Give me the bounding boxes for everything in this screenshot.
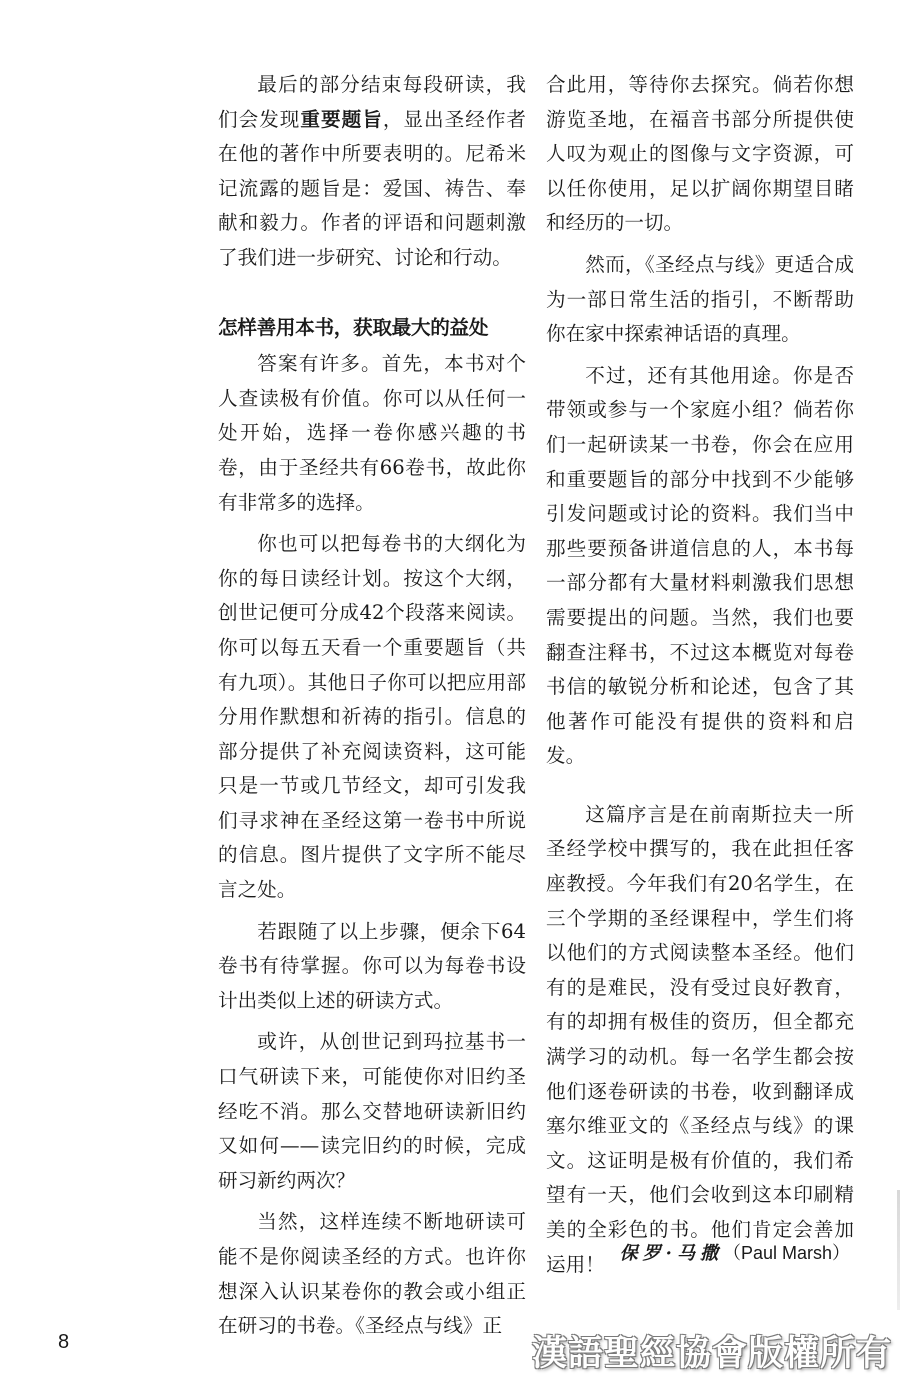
paragraph-daily-guide: 然而，《圣经点与线》更适合成为一部日常生活的指引，不断帮助你在家中探索神话语的真理。 [546, 252, 854, 346]
paragraph-daily-plan: 你也可以把每卷书的大纲化为你的每日读经计划。按这个大纲，创世记便可分成42个段落来阅读。你可以每五天看一个重要题旨（共有九项）。其他日子你可以把应用部分用作默想和祈祷的指引。信息的部分提供了补充阅读资料，这可能只是一节或几节经文，却可引发我们寻求神在圣经这第一卷书中所说的信息。图片提供了文字所不能尽言之处。 [218, 532, 526, 902]
key-themes-term: 重要题旨 [300, 107, 383, 131]
left-column [218, 68, 526, 1344]
paragraph-remaining-books: 若跟随了以上步骤，便余下64卷书有待掌握。你可以为每卷书设计出类似上述的研读方式。 [218, 919, 526, 1012]
paragraph-continued: 合此用，等待你去探究。倘若你想游览圣地，在福音书部分所提供使人叹为观止的图像与文字资源，可以任你使用，足以扩阔你期望目睹和经历的一切。 [546, 73, 854, 235]
paragraph-alternate-testaments: 或许，从创世记到玛拉基书一口气研读下来，可能使你对旧约圣经吃不消。那么交替地研读新旧约又如何——读完旧约的时候，完成研习新约两次？ [218, 1030, 526, 1192]
paragraph-church-study: 当然，这样连续不断地研读可能不是你阅读圣经的方式。也许你想深入认识某卷你的教会或小组正在研习的书卷。《圣经点与线》正 [218, 1210, 526, 1338]
paragraph-preface-origin: 这篇序言是在前南斯拉夫一所圣经学校中撰写的，我在此担任客座教授。今年我们有20名学生，在三个学期的圣经课程中，学生们将以他们的方式阅读整本圣经。他们有的是难民，没有受过良好教育，有的却拥有极佳的资历，但全都充满学习的动机。每一名学生都会按他们逐卷研读的书卷，收到翻译成塞尔维亚文的《圣经点与线》的课文。这证明是极有价值的，我们希望有一天，他们会收到这本印刷精美的全彩色的书。他们肯定会善加运用！ [546, 802, 854, 1276]
author-signature [620, 1239, 850, 1265]
page-number: 8 [58, 1331, 70, 1353]
author-name: 保罗·马撒 [619, 1243, 723, 1264]
copyright-watermark: 漢語聖經協會版權所有 [531, 1334, 892, 1374]
section-heading: 怎样善用本书，获取最大的益处 [218, 315, 489, 339]
right-column [546, 68, 854, 1282]
intro-paragraph: 最后的部分结束每段研读，我们会发现重要题旨，显出圣经作者在他的著作中所要表明的。尼希米记流露的题旨是：爱国、祷告、奉献和毅力。作者的评语和问题刺激了我们进一步研究、讨论和行动。 [218, 73, 527, 269]
paragraph-other-uses: 不过，还有其他用途。你是否带领或参与一个家庭小组？倘若你们一起研读某一书卷，你会在应用和重要题旨的部分中找到不少能够引发问题或讨论的资料。我们当中那些要预备讲道信息的人，本书每一部分都有大量材料刺激我们思想需要提出的问题。当然，我们也要翻查注释书，不过这本概览对每卷书信的敏锐分析和论述，包含了其他著作可能没有提供的资料和启发。 [546, 363, 854, 768]
author-name-latin: （Paul Marsh） [722, 1243, 850, 1263]
paragraph-answers: 答案有许多。首先，本书对个人查读极有价值。你可以从任何一处开始，选择一卷你感兴趣的书卷，由于圣经共有66卷书，故此你有非常多的选择。 [218, 352, 526, 514]
